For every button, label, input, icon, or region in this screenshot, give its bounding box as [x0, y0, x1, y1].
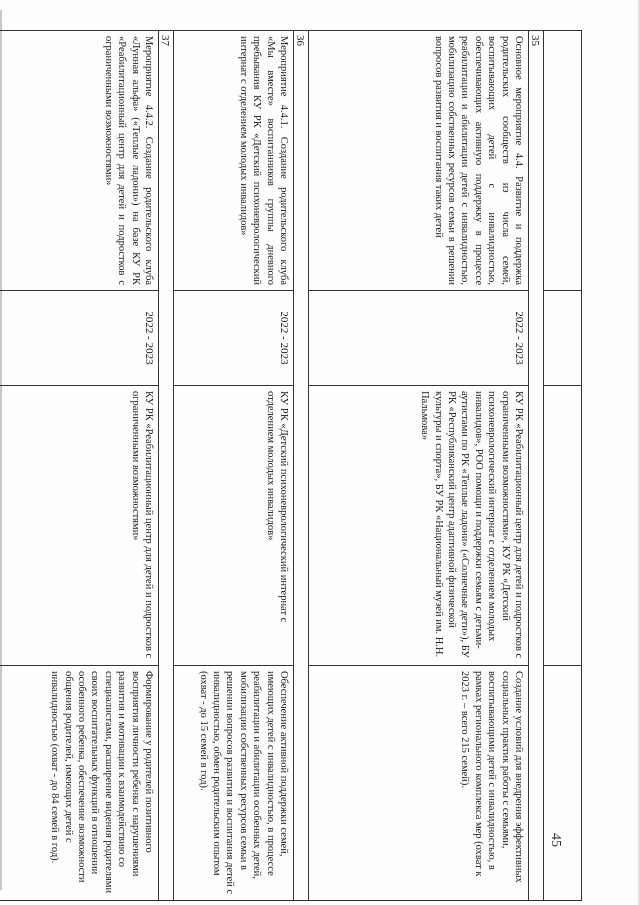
- event-cell: [173, 31, 293, 291]
- period-cell: [0, 291, 158, 386]
- result-cell: [308, 666, 528, 901]
- period-text: 2022 - 2023: [143, 311, 155, 365]
- event-cell: [0, 31, 158, 291]
- result-cell: [173, 666, 293, 901]
- row-number: 36: [293, 31, 308, 901]
- executor-text: КУ РК «Реабилитационный центр для детей и подростков с ограниченными возможностями»: [129, 391, 154, 659]
- executor-cell: [0, 386, 158, 666]
- executor-text: КУ РК «Реабилитационный центр для детей и подростков с ограниченными возможностями», КУ РК «Детский психоневрологический интернат с отделением молодых инвалидов», РОО помощи и поддержки семьям с детьми-аутистами по РК «Теплые ладони» («Солнечные дети»), БУ РК «Республиканский центр адаптивной физической культуры и спорта», БУ РК «Национальный музей им. Н.Н. Пальмова»: [419, 391, 524, 659]
- activities-table: [0, 30, 582, 901]
- event-cell: [308, 31, 528, 291]
- row-number: 35: [528, 31, 543, 901]
- period-text: 2022 - 2023: [278, 311, 290, 365]
- table-cell: [543, 31, 581, 291]
- executor-cell: [308, 386, 528, 666]
- executor-cell: [173, 386, 293, 666]
- table-cell: [543, 666, 581, 901]
- period-cell: [173, 291, 293, 386]
- result-text: Формирование у родителей позитивного восприятия личности ребенка с нарушениями развития и мотивации к взаимодействию со специалистами, расширение видения родителями своих воспитательных функций в отношении особенного ребенка, обеспечение возможности общения родителей, имеющих детей с инвалидностью (охват - до 84 семей в год).: [49, 671, 154, 894]
- page-number: 45: [548, 833, 563, 847]
- period-text: 2022 - 2023: [513, 311, 525, 365]
- period-cell: [308, 291, 528, 386]
- event-text: Мероприятие 4.4.2. Создание родительского клуба «Лунная альфа» («Теплые ладони») на базе КУ РК «Реабилитационный центр для детей и подростков с ограниченными возможностями»: [102, 36, 154, 285]
- result-text: Обеспечение активной поддержки семей, имеющих детей с инвалидностью, в процессе реабилитации и абилитации особенных детей, мобилизации собственных ресурсов семьи в решении вопросов развития и воспитания детей с инвалидностью, обмен родительским опытом (охват - до 15 семей в год).: [197, 671, 289, 895]
- rotated-table-wrapper: [29, 30, 582, 900]
- table-cell: [543, 291, 581, 386]
- table-cell: [543, 386, 581, 666]
- result-text: Создание условий для внедрения эффективных социальных практик работы с семьями, воспитывающими детей с инвалидностью, в рамках регионального комплекса мер (охват к 2023 г. – всего 215 семей).: [459, 671, 524, 883]
- result-cell: [0, 666, 158, 901]
- executor-text: КУ РК «Детский психоневрологический интернат с отделением молодых инвалидов»: [264, 391, 289, 623]
- row-number: 37: [158, 31, 173, 901]
- event-text: Основное мероприятие 4.4. Развитие и поддержка родительских сообществ из числа семей, воспитывающих детей с инвалидностью, обеспечивающих активную поддержку в процессе реабилитации и абилитации детей с инвалидностью, мобилизацию собственных ресурсов семьи в решении вопросов развития и воспитания таких детей: [432, 36, 524, 285]
- event-text: Мероприятие 4.4.1. Создание родительского клуба «Мы вместе» воспитанников группы дневного пребывания КУ РК «Детский психоневрологический интернат с отделением молодых инвалидов»: [237, 36, 289, 285]
